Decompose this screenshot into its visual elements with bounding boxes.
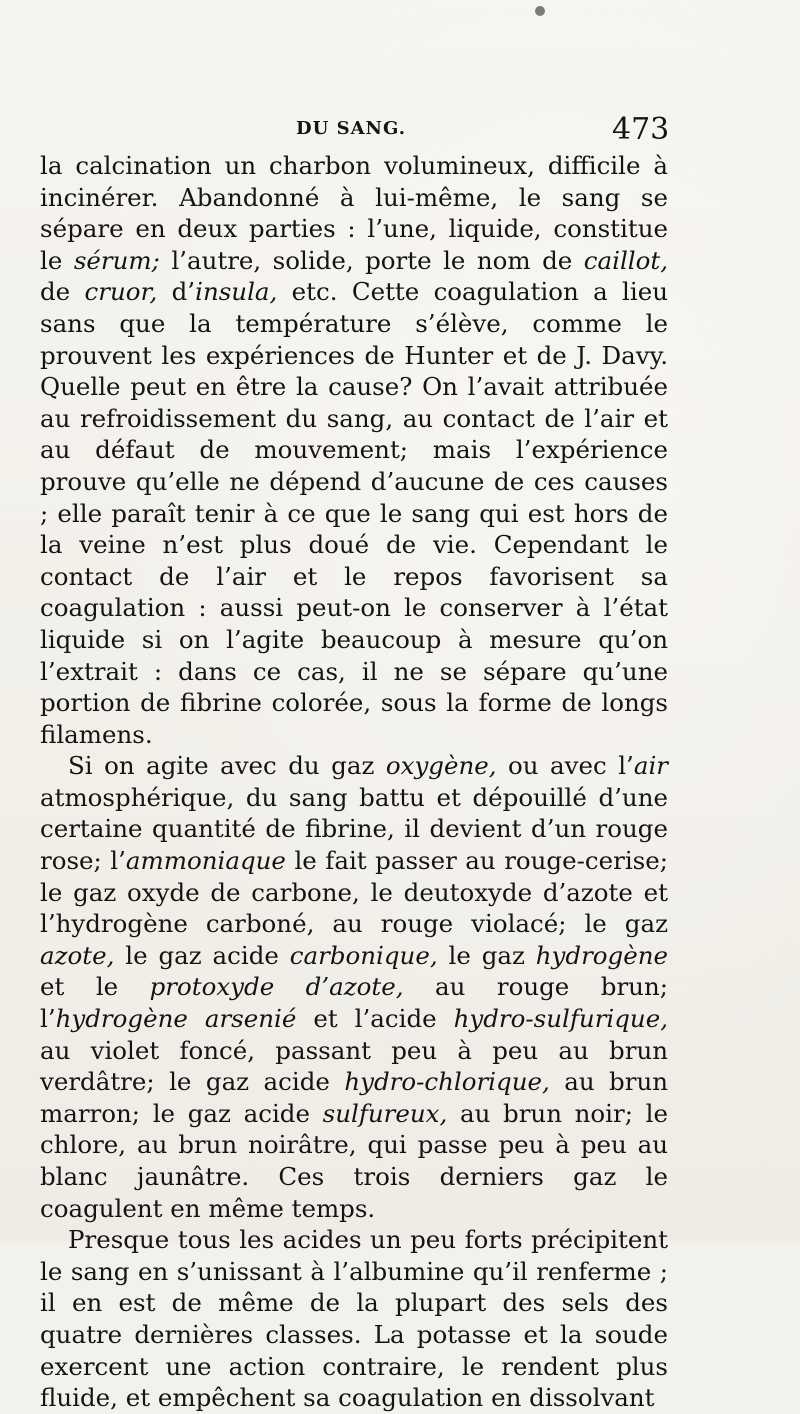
text-run: au violet foncé, passant peu à peu au brun verdâtre; le gaz acide [40, 1035, 668, 1097]
italic-term: hydro-sulfurique, [453, 1004, 668, 1034]
paragraph [40, 1224, 668, 1414]
italic-term: caillot, [583, 245, 668, 275]
text-run: Si on agite avec du gaz [68, 751, 386, 781]
text-run: de [40, 277, 85, 307]
text-run: au rouge brun; l’ [40, 972, 668, 1034]
text-run: le gaz acide [114, 940, 290, 970]
italic-term: azote, [40, 940, 115, 970]
italic-term: cruor, [84, 277, 158, 307]
page-number: 473 [612, 112, 670, 147]
body-text [40, 150, 668, 1414]
italic-term: sérum; [73, 245, 160, 275]
page-header [0, 112, 800, 152]
paragraph [40, 150, 668, 750]
italic-term: oxygène, [385, 751, 497, 781]
text-run: et le [40, 972, 150, 1002]
text-run: et l’acide [296, 1004, 454, 1034]
text-run: le fait passer au rouge-cerise; le gaz oxyde de carbone, le deutoxyde d’azote et l’hydrogène carboné, au rouge violacé; le gaz [40, 846, 668, 939]
ink-spot [535, 6, 545, 16]
italic-term: insula, [195, 277, 278, 307]
italic-term: protoxyde d’azote, [149, 972, 404, 1002]
text-run: etc. Cette coagulation a lieu sans que la température s’élève, comme le prouvent les expériences de Hunter et de J. Davy. Quelle peut en être la cause? On l’avait attribuée au refroidissement du sang, au contact de l’air et au défaut de mouvement; mais l’expérience prouve qu’elle ne dépend d’aucune de ces causes ; elle paraît tenir à ce que le sang qui est hors de la veine n’est plus doué de vie. Cependant le contact de l’air et le repos favorisent sa coagulation : aussi peut-on le conserver à l’état liquide si on l’agite beaucoup à mesure qu’on l’extrait : dans ce cas, il ne se sépare qu’une portion de fibrine colorée, sous la forme de longs filamens. [40, 277, 668, 749]
text-run: au brun marron; le gaz acide [40, 1067, 668, 1128]
italic-term: air [633, 751, 668, 781]
italic-term: ammoniaque [125, 846, 286, 876]
text-run: le gaz [437, 940, 536, 970]
italic-term: sulfureux, [322, 1098, 448, 1128]
text-run: ou avec l’ [496, 751, 634, 781]
paragraph [40, 750, 668, 1224]
text-run: Presque tous les acides un peu forts précipitent le sang en s’unissant à l’albumine qu’il renferme ; il en est de même de la plupart des sels des quatre dernières classes. La potasse et la soude exercent une action contraire, le rendent plus fluide, et empêchent sa coagulation en dissolvant [40, 1225, 668, 1413]
italic-term: hydro-chlorique, [344, 1067, 550, 1097]
italic-term: hydrogène [535, 940, 669, 970]
running-title: DU SANG. [296, 118, 406, 139]
italic-term: hydrogène arsenié [55, 1004, 297, 1034]
text-run: l’autre, solide, porte le nom de [159, 245, 584, 275]
text-run: la calcination un charbon volumineux, difficile à incinérer. Abandonné à lui-même, le sang se sépare en deux parties : l’une, liquide, constitue le [40, 151, 668, 275]
text-run: au brun noir; le chlore, au brun noirâtre, qui passe peu à peu au blanc jaunâtre. Ces trois derniers gaz le coagulent en même temps. [40, 1098, 668, 1223]
italic-term: carbonique, [289, 940, 438, 970]
text-run: d’ [157, 277, 196, 307]
text-run: atmosphérique, du sang battu et dépouillé d’une certaine quantité de fibrine, il devient d’un rouge rose; l’ [40, 782, 668, 876]
